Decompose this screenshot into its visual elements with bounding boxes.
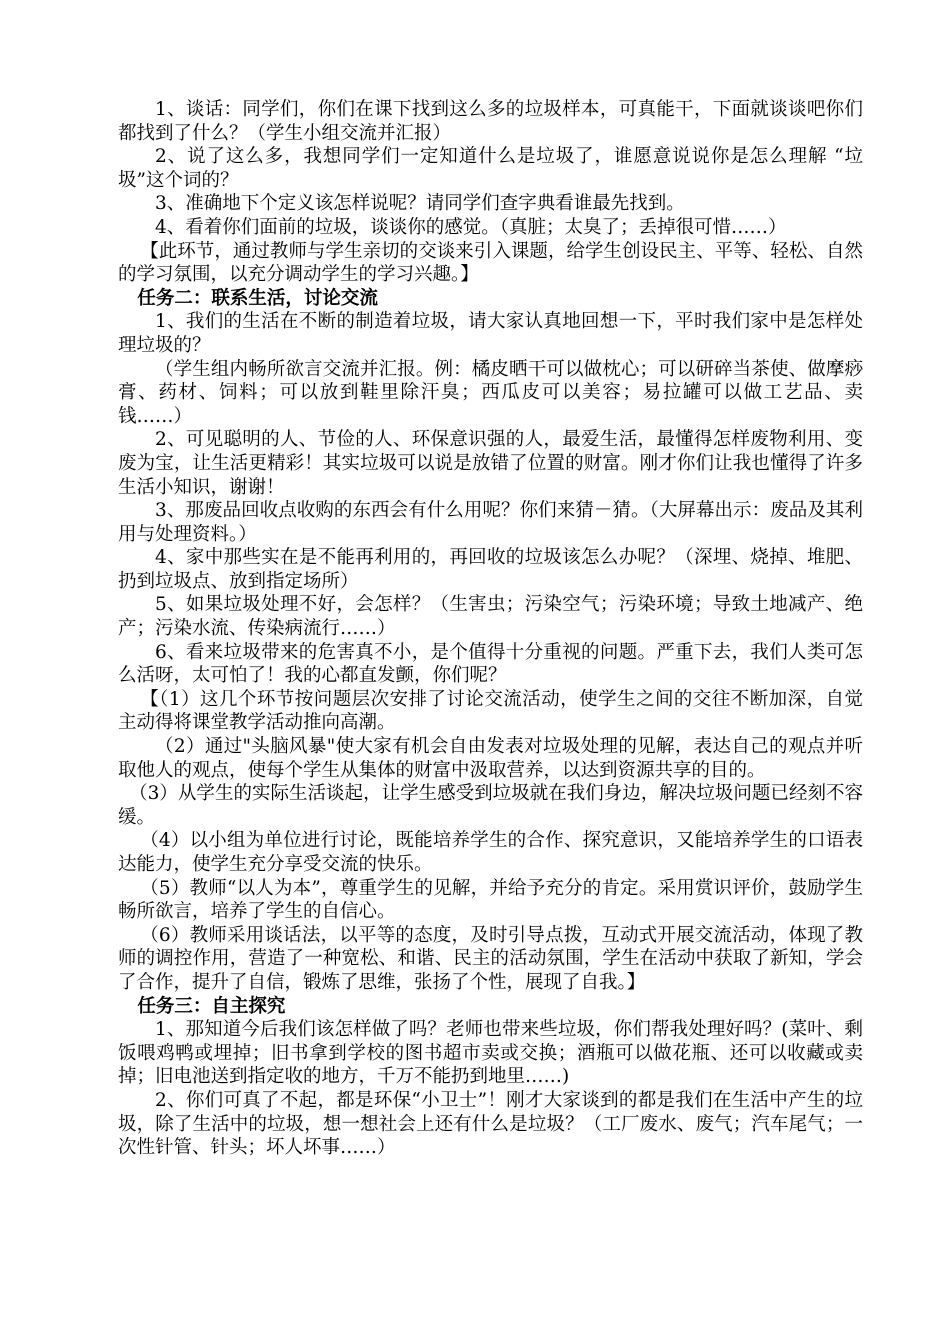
paragraph-talk-2: 2、说了这么多，我想同学们一定知道什么是垃圾了，谁愿意说说你是怎么理解 “垃圾”这个词的？ xyxy=(118,146,863,191)
paragraph-task3-1: 1、那知道今后我们该怎样做了吗？老师也带来些垃圾，你们帮我处理好吗？(菜叶、剩饭喂鸡鸭或埋掉；旧书拿到学校的图书超市卖或交换；酒瓶可以做花瓶、还可以收藏或卖掉；旧电池送到指定收的地方，千万不能扔到地里……) xyxy=(118,1019,863,1088)
paragraph-comment-1: 【（1）这几个环节按问题层次安排了讨论交流活动，使学生之间的交往不断加深，自觉主动得将课堂教学活动推向高潮。 xyxy=(118,688,863,734)
paragraph-task2-2: 2、可见聪明的人、节俭的人、环保意识强的人，最爱生活，最懂得怎样废物利用、变废为宝，让生活更精彩！其实垃圾可以说是放错了位置的财富。刚才你们让我也懂得了许多生活小知识，谢谢！ xyxy=(118,429,863,498)
document-body xyxy=(118,98,863,1160)
paragraph-comment-4: （4）以小组为单位进行讨论，既能培养学生的合作、探究意识，又能培养学生的口语表达能力，使学生充分享受交流的快乐。 xyxy=(118,830,863,875)
paragraph-task2-4: 4、家中那些实在是不能再利用的，再回收的垃圾该怎么办呢？（深埋、烧掉、堆肥、扔到垃圾点、放到指定场所） xyxy=(118,547,863,592)
paragraph-task2-5: 5、如果垃圾处理不好，会怎样？（生害虫；污染空气；污染环境；导致土地减产、绝产；污染水流、传染病流行……） xyxy=(118,594,863,640)
paragraph-talk-3: 3、准确地下个定义该怎样说呢？请同学们查字典看谁最先找到。 xyxy=(155,193,685,215)
paragraph-task2-3: 3、那废品回收点收购的东西会有什么用呢？你们来猜－猜。（大屏幕出示：废品及其利用与处理资料。） xyxy=(118,500,863,545)
paragraph-task2-report: （学生组内畅所欲言交流并汇报。例：橘皮晒干可以做枕心；可以研碎当茶使、做摩痧膏、药材、饲料；可以放到鞋里除汗臭；西瓜皮可以美容；易拉罐可以做工艺品、卖钱……） xyxy=(118,358,863,427)
paragraph-task2-1: 1、我们的生活在不断的制造着垃圾，请大家认真地回想一下，平时我们家中是怎样处理垃圾的？ xyxy=(118,311,863,356)
paragraph-comment-6: （6）教师采用谈话法，以平等的态度，及时引导点拨，互动式开展交流活动，体现了教师的调控作用，营造了一种宽松、和谐、民主的活动氛围，学生在活动中获取了新知，学会了合作，提升了自信，锻炼了思维，张扬了个性，展现了自我。】 xyxy=(118,924,863,993)
paragraph-talk-1: 1、谈话：同学们，你们在课下找到这么多的垃圾样本，可真能干，下面就谈谈吧你们都找到了什么？（学生小组交流并汇报） xyxy=(118,99,863,144)
paragraph-comment-intro: 【此环节，通过教师与学生亲切的交谈来引入课题，给学生创设民主、平等、轻松、自然的学习氛围，以充分调动学生的学习兴趣。】 xyxy=(118,240,863,286)
section-heading-task-3: 任务三：自主探究 xyxy=(137,995,286,1017)
paragraph-comment-5: （5）教师“以人为本”，尊重学生的见解，并给予充分的肯定。采用赏识评价，鼓励学生畅所欲言，培养了学生的自信心。 xyxy=(118,877,863,923)
paragraph-task2-6: 6、看来垃圾带来的危害真不小，是个值得十分重视的问题。严重下去，我们人类可怎么活呀，太可怕了！我的心都直发颤，你们呢？ xyxy=(118,641,863,687)
paragraph-task3-2: 2、你们可真了不起，都是环保“小卫士”！刚才大家谈到的都是我们在生活中产生的垃圾，除了生活中的垃圾，想一想社会上还有什么是垃圾？（工厂废水、废气；汽车尾气；一次性针管、针头；坏人坏事……） xyxy=(118,1089,863,1159)
paragraph-comment-3: （3）从学生的实际生活谈起，让学生感受到垃圾就在我们身边，解决垃圾问题已经刻不容缓。 xyxy=(118,783,863,828)
section-heading-task-2: 任务二：联系生活，讨论交流 xyxy=(137,287,378,309)
paragraph-comment-2: （2）通过"头脑风暴"使大家有机会自由发表对垃圾处理的见解，表达自己的观点并听取他人的观点，使每个学生从集体的财富中汲取营养，以达到资源共享的目的。 xyxy=(118,736,863,781)
paragraph-talk-4: 4、看着你们面前的垃圾，谈谈你的感觉。（真脏；太臭了；丢掉很可惜……） xyxy=(155,216,787,238)
